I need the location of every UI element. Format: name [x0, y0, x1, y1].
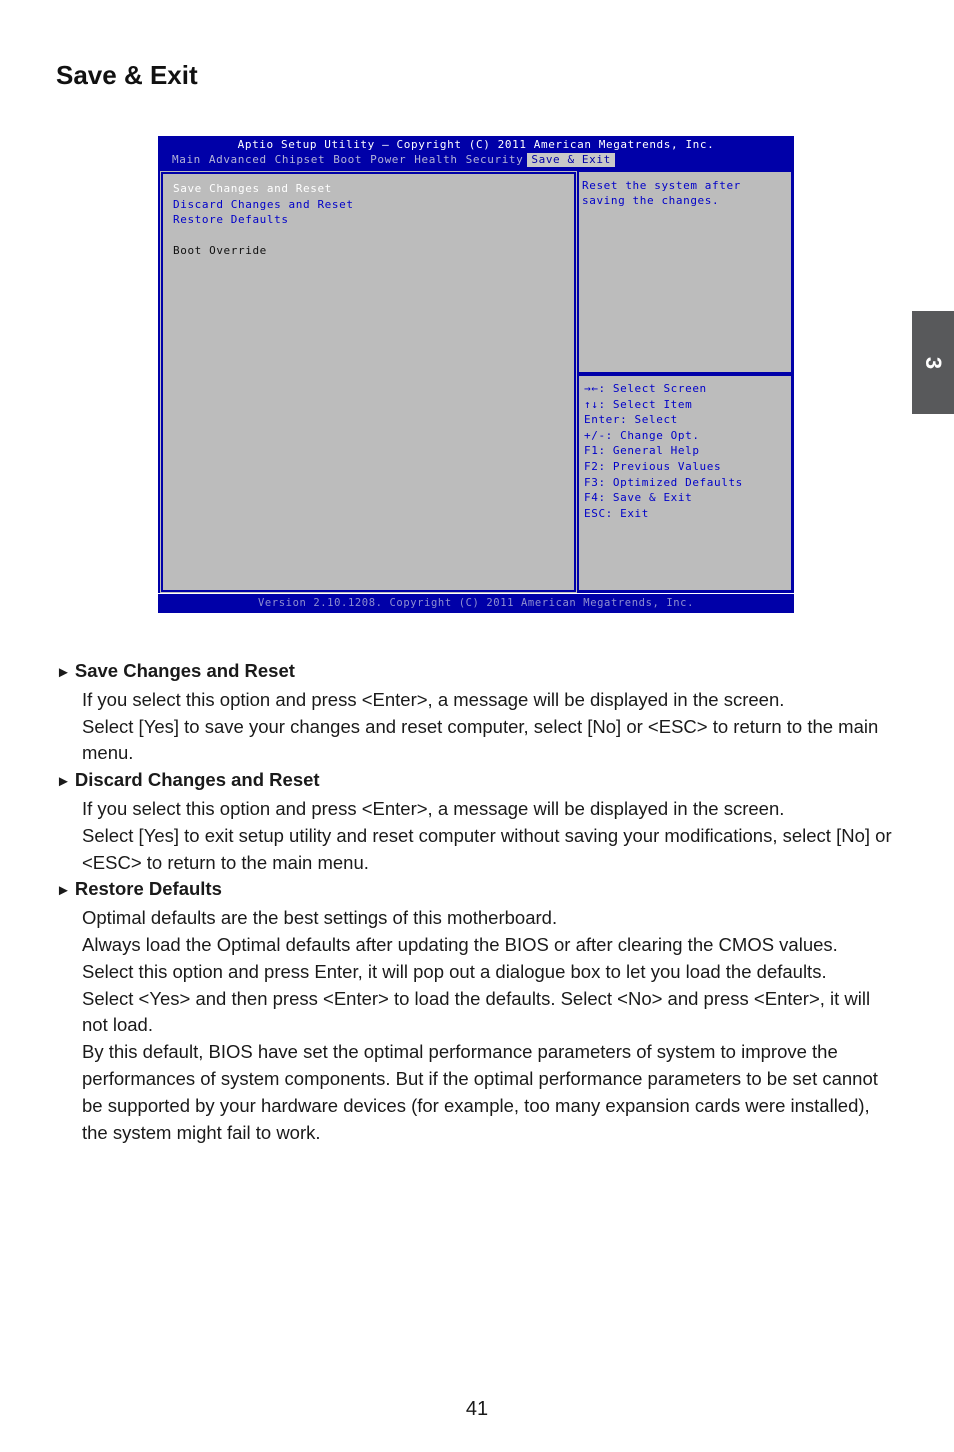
page-title: Save & Exit: [56, 60, 198, 90]
bios-help-text: Reset the system after saving the changes.: [582, 179, 741, 207]
section-title: ► Save Changes and Reset: [56, 660, 295, 681]
bios-utility-title: Aptio Setup Utility – Copyright (C) 2011 American Megatrends, Inc.: [237, 138, 715, 151]
paragraph: If you select this option and press <Enter>, a message will be displayed in the screen.: [82, 797, 785, 819]
triangle-bullet-icon: ►: [56, 773, 71, 791]
bios-tab-security[interactable]: Security: [465, 153, 524, 166]
triangle-bullet-icon: ►: [56, 882, 71, 900]
key-general-help: F1: General Help: [584, 444, 700, 458]
bios-tab-boot[interactable]: Boot: [333, 153, 363, 166]
key-change-opt: +/-: Change Opt.: [584, 428, 700, 442]
key-enter-select: Enter: Select: [584, 413, 678, 427]
key-previous-values: F2: Previous Values: [584, 459, 722, 473]
bios-tab-bar: [168, 153, 615, 167]
bios-header: [158, 136, 794, 169]
key-select-screen: →←: Select Screen: [584, 382, 707, 395]
bios-tab-main[interactable]: Main: [172, 153, 201, 166]
bios-tab-save-exit[interactable]: Save & Exit: [527, 153, 614, 167]
bios-key-legend: [577, 374, 791, 590]
paragraph: By this default, BIOS have set the optimal performance parameters of system to improve the performances of system components. But if the optimal performance parameters to be set cannot be supported by your hardware devices (for example, too many expansion cards were installed), the system might fail to work.: [82, 1041, 878, 1143]
menu-discard-changes-reset[interactable]: Discard Changes and Reset: [173, 198, 354, 211]
paragraph: Select [Yes] to save your changes and reset computer, select [No] or <ESC> to return to the main menu.: [82, 715, 879, 764]
key-select-item: ↑↓: Select Item: [584, 397, 693, 411]
bios-help-panel: [577, 172, 791, 372]
paragraph: If you select this option and press <Enter>, a message will be displayed in the screen.: [82, 688, 785, 710]
menu-restore-defaults[interactable]: Restore Defaults: [173, 213, 289, 226]
page-number: 41: [465, 1398, 489, 1420]
key-optimized-defaults: F3: Optimized Defaults: [584, 475, 743, 489]
triangle-bullet-icon: ►: [56, 664, 71, 681]
bios-menu-panel: [161, 172, 576, 592]
section-title: ► Restore Defaults: [56, 878, 222, 900]
paragraph: Optimal defaults are the best settings of this motherboard.: [82, 907, 558, 929]
chapter-tab: [912, 311, 954, 414]
bios-footer: Version 2.10.1208. Copyright (C) 2011 American Megatrends, Inc.: [158, 594, 794, 613]
bios-screenshot: [158, 136, 794, 613]
menu-boot-override: Boot Override: [173, 244, 267, 257]
bios-tab-power[interactable]: Power: [370, 153, 407, 166]
chapter-number: 3: [921, 356, 946, 369]
paragraph: Select <Yes> and then press <Enter> to load the defaults. Select <No> and press <Enter>, it will not load.: [82, 987, 871, 1036]
bios-tab-advanced[interactable]: Advanced: [208, 153, 267, 166]
document-body: [56, 658, 896, 1146]
bios-body: [158, 169, 794, 593]
bios-tab-chipset[interactable]: Chipset: [274, 153, 326, 166]
bios-tab-health[interactable]: Health: [414, 153, 458, 166]
section-title: ► Discard Changes and Reset: [56, 769, 320, 791]
paragraph: Always load the Optimal defaults after updating the BIOS or after clearing the CMOS values.: [82, 933, 838, 955]
menu-save-changes-reset[interactable]: Save Changes and Reset: [173, 182, 332, 195]
paragraph: Select this option and press Enter, it will pop out a dialogue box to let you load the defaults.: [82, 960, 827, 982]
key-esc-exit: ESC: Exit: [584, 506, 650, 520]
paragraph: Select [Yes] to exit setup utility and reset computer without saving your modifications, select [No] or <ESC> to return to the main menu.: [82, 824, 892, 873]
key-save-exit: F4: Save & Exit: [584, 491, 693, 505]
